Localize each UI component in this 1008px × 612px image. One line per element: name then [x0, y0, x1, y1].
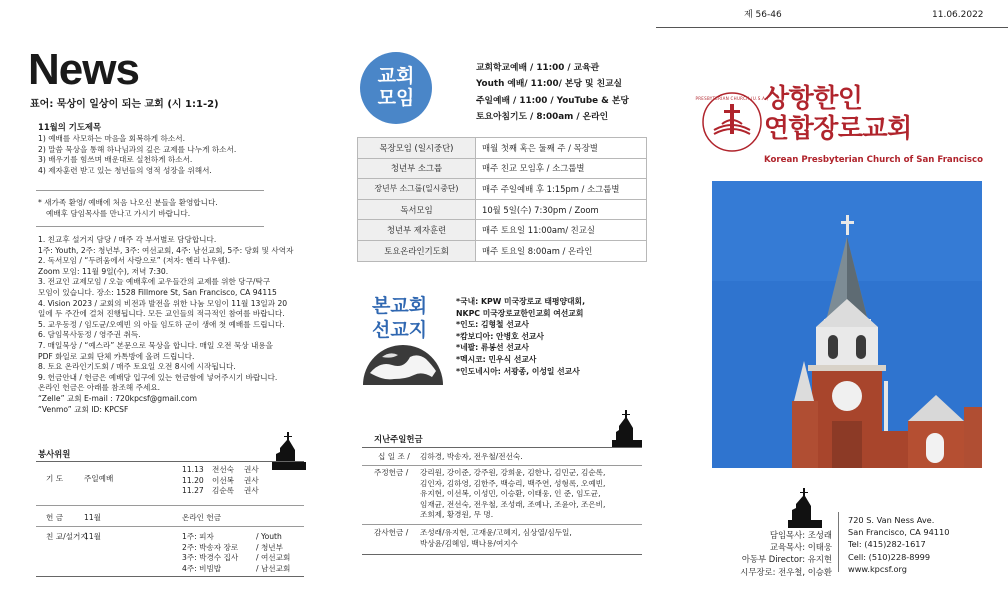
- church-silhouette-icon: [612, 410, 642, 448]
- offering-line: 조성래/유지현, 고재윤/고혜지, 심상열/심두일,: [420, 528, 572, 537]
- prayer-item: 2) 말씀 묵상을 통해 하나님과의 깊은 교제를 나누게 하소서.: [38, 144, 237, 154]
- welcome-line: 예배후 담임목사를 만나고 가시기 바랍니다.: [46, 208, 191, 218]
- table-row: [358, 158, 647, 179]
- missionary-item: *캄보디아: 안병호 선교사: [456, 331, 544, 341]
- missionary-item: *인도네시아: 서광종, 이성일 선교사: [456, 366, 580, 376]
- service-time: 주일예배 / 11:00 / YouTube & 본당: [476, 95, 629, 106]
- prayer-list: [38, 134, 236, 176]
- announcement-item: 5. 교우동정 / 임도균/오예빈 의 아들 임도하 군이 생애 첫 예배를 드립니다.: [38, 319, 285, 329]
- church-name-english: Korean Presbyterian Church of San Francisco: [764, 155, 983, 165]
- missionary-item: *인도: 김형철 선교사: [456, 320, 529, 330]
- duty-name: 전선숙: [212, 465, 235, 474]
- announcement-item: 2. 독서모임 / “두려움에서 사랑으로” (저자: 헨리 나우웬).: [38, 256, 231, 266]
- sunday-offering-names: [420, 468, 605, 521]
- thanks-offering-names: [420, 528, 572, 549]
- missionary-title: [372, 294, 427, 342]
- duty-week: 4주: 비빔밥: [182, 563, 222, 573]
- motto: 표어: 묵상이 일상이 되는 교회 (시 1:1-2): [30, 99, 219, 110]
- prayer-item: 3) 배우기를 힘쓰며 배운대로 실천하게 하소서.: [38, 155, 193, 165]
- offering-line: 김인자, 김하영, 김한주, 백승리, 백주연, 성형록, 오예빈,: [420, 478, 606, 488]
- missionary-item: *멕시코: 민우식 선교사: [456, 354, 537, 364]
- meeting-time: 10월 5일(수) 7:30pm / Zoom: [476, 199, 647, 220]
- volunteer-offering-label: 헌 금: [46, 513, 64, 522]
- church-name-line: 연합장로교회: [764, 114, 912, 144]
- meeting-name: 목장모임 (일시중단): [358, 138, 476, 159]
- staff-item: 교육목사: 이태웅: [769, 542, 832, 553]
- address-line: 720 S. Van Ness Ave.: [848, 515, 935, 525]
- missionary-title-line: 본교회: [372, 295, 428, 317]
- table-row: [358, 220, 647, 241]
- announcement-item: 7. 매일묵상 / “예스라” 본문으로 묵상을 합니다. 매일 오전 묵상 내용을: [38, 340, 273, 350]
- announcement-list: [38, 235, 338, 415]
- duty-role: 권사: [244, 465, 259, 474]
- announcement-item: “Zelle” 교회 E-mail : 720kpcsf@gmail.com: [38, 393, 198, 403]
- duty-role: 권사: [244, 475, 259, 485]
- seal-text: PRESBYTERIAN CHURCH (U.S.A.): [695, 96, 769, 101]
- offering-title: 지난주일헌금: [374, 434, 423, 444]
- tithe-names: 김하경, 박송자, 전우철/전선숙.: [420, 452, 523, 461]
- offering-line: 강리원, 강이준, 강주원, 강희윤, 김한나, 김민군, 김순록,: [420, 468, 606, 477]
- duty-date: 11.20: [182, 475, 204, 485]
- duty-group: / 청년부: [256, 542, 283, 552]
- duty-date: 11.13: [182, 465, 204, 474]
- meeting-name: 청년부 제자훈련: [358, 220, 476, 241]
- prayer-item: 1) 예배를 사모하는 마음을 회복하게 하소서.: [38, 134, 185, 143]
- offering-line: 임재균, 전선숙, 전우철, 조성래, 조예나, 조윤아, 조은비,: [420, 499, 606, 509]
- announcement-item: PDF 화일로 교회 단체 카톡방에 올려 드립니다.: [38, 351, 195, 361]
- missionary-title-line: 선교지: [372, 319, 428, 341]
- offering-line: 조희제, 황경원, 무 명.: [420, 510, 494, 520]
- announcement-item: 8. 토요 온라인기도회 / 매주 토요일 오전 8시에 시작됩니다.: [38, 362, 236, 372]
- table-row: [358, 240, 647, 261]
- announcement-item: Zoom 모임: 11월 9일(수), 저녁 7:30.: [38, 266, 169, 276]
- announcement-item: 일에 두 주간에 걸쳐 진행됩니다. 모든 교인들의 적극적인 참여를 바랍니다.: [38, 309, 285, 319]
- meeting-time: 매주 토요일 8:00am / 온라인: [476, 240, 647, 261]
- welcome-line: * 새가족 환영/ 예배에 처음 나오신 분들을 환영합니다.: [38, 198, 218, 207]
- announcement-item: “Venmo” 교회 ID: KPCSF: [38, 404, 129, 414]
- church-photo: [712, 181, 982, 468]
- table-row: [358, 199, 647, 220]
- staff-item: 아동부 Director: 유지현: [741, 554, 832, 565]
- church-name-line: 상항한인: [764, 84, 863, 114]
- prayer-title: 11월의 기도제목: [38, 122, 102, 132]
- issue-date: 11.06.2022: [932, 10, 984, 20]
- duty-week: 3주: 박경수 집사: [182, 553, 239, 563]
- church-silhouette-icon: [272, 432, 306, 470]
- meeting-schedule-table: [357, 137, 647, 262]
- volunteers-title: 봉사위원: [38, 449, 71, 459]
- duty-week: 2주: 박송자 장로: [182, 542, 239, 552]
- welcome-note: [38, 198, 218, 219]
- service-time: 토요아침기도 / 8:00am / 온라인: [476, 111, 609, 122]
- cell-number: Cell: (510)228-8999: [848, 551, 931, 562]
- announcement-item: 온라인 헌금은 아래를 참조해 주세요.: [38, 383, 161, 393]
- staff-item: 담임목사: 조성래: [769, 530, 832, 540]
- duty-name: 이선복: [212, 475, 235, 485]
- address-line: San Francisco, CA 94110: [848, 527, 950, 538]
- volunteer-offering-month: 11월: [84, 513, 101, 522]
- thanks-offering-label: 감사헌금 /: [374, 528, 409, 537]
- announcement-item: 9. 헌금안내 / 헌금은 예배당 입구에 있는 헌금함에 넣어주시기 바랍니다.: [38, 372, 278, 382]
- website-link[interactable]: www.kpcsf.org: [848, 563, 907, 574]
- announcement-item: 3. 전교인 교제모임 / 오늘 예배후에 교우들간의 교제를 위한 당구/탁구: [38, 277, 271, 287]
- duty-group: / 여선교회: [256, 553, 291, 563]
- badge-line: 모임: [377, 87, 415, 109]
- offering-line: 박상윤/김혜임, 백나용/여지수: [420, 538, 518, 548]
- meetings-badge: [360, 52, 432, 124]
- issue-number: 제 56-46: [744, 10, 782, 20]
- announcement-item: 6. 담임목사동정 / 영주권 취득.: [38, 330, 141, 340]
- announcement-item: 4. Vision 2023 / 교회의 비전과 발전을 위한 나눔 모임이 11월 13일과 20: [38, 298, 288, 308]
- missionary-item: *국내: KPW 미국장로교 태평양대회,: [456, 297, 586, 306]
- duty-date: 11.27: [182, 486, 204, 496]
- meeting-name: 토요온라인기도회: [358, 240, 476, 261]
- offering-line: 유지현, 이선복, 이성민, 이승환, 이태웅, 인 준, 임도균,: [420, 489, 601, 499]
- service-time: 교회학교예배 / 11:00 / 교육관: [476, 63, 600, 73]
- prayer-item: 4) 제자훈련 받고 있는 청년들의 영적 성장을 위해서.: [38, 165, 212, 175]
- badge-line: 교회: [377, 65, 415, 87]
- missionary-list: [456, 296, 585, 377]
- duty-role: 권사: [244, 486, 259, 496]
- globe-icon: [362, 343, 444, 385]
- service-times: [476, 60, 629, 125]
- phone-number: Tel: (415)282-1617: [848, 539, 926, 550]
- pcusa-seal-logo: [695, 90, 769, 154]
- volunteer-prayer-label: 기 도: [46, 474, 64, 483]
- news-title: News: [28, 45, 139, 94]
- volunteer-prayer-rows: [182, 465, 259, 497]
- meeting-time: 매주 토요일 11:00am/ 친교실: [476, 220, 647, 241]
- tithe-label: 십 일 조 /: [378, 452, 410, 461]
- meeting-name: 장년부 소그룹(일시중단): [358, 179, 476, 200]
- church-silhouette-icon: [788, 488, 822, 528]
- announcement-item: 1. 친교후 설거지 담당 / 매주 각 부서별로 담당합니다.: [38, 235, 217, 244]
- staff-item: 시무장로: 전우철, 이승환: [740, 566, 832, 577]
- table-row: [358, 138, 647, 159]
- table-row: [358, 179, 647, 200]
- service-time: Youth 예배/ 11:00/ 본당 및 친교실: [476, 79, 623, 90]
- contact-info: [848, 514, 949, 575]
- announcement-item: 모임이 있습니다. 장소: 1528 Fillmore St, San Francisco, CA 94115: [38, 287, 277, 297]
- meeting-name: 청년부 소그룹: [358, 158, 476, 179]
- volunteer-fellowship-label: 친 교/설거지: [46, 532, 88, 541]
- meeting-time: 매주 주일예배 후 1:15pm / 소그룹별: [476, 179, 647, 200]
- announcement-item: 1주: Youth, 2주: 청년부, 3주: 여선교회, 4주: 남선교회, 5주: 당회 및 사역자: [38, 245, 294, 255]
- duty-group: / 남선교회: [256, 563, 291, 573]
- duty-name: 김순록: [212, 486, 235, 496]
- duty-week: 1주: 피자: [182, 532, 214, 541]
- meeting-time: 매주 친교 모임후 / 소그룹별: [476, 158, 647, 179]
- missionary-item: *네팔: 류봉선 선교사: [456, 343, 529, 353]
- meeting-name: 독서모임: [358, 199, 476, 220]
- volunteer-fellowship-month: 11월: [84, 532, 101, 541]
- church-name-korean: [764, 84, 912, 144]
- volunteer-prayer-service: 주일예배: [84, 474, 114, 483]
- sunday-offering-label: 주정헌금 /: [374, 468, 409, 477]
- volunteer-fellowship-rows: [182, 532, 290, 574]
- missionary-item: NKPC 미국장로교한인교회 여선교회: [456, 308, 584, 318]
- meeting-time: 매월 첫째 혹은 둘째 주 / 목장별: [476, 138, 647, 159]
- duty-group: / Youth: [256, 532, 282, 541]
- staff-list: [720, 529, 832, 578]
- volunteer-offering-note: 온라인 헌금: [182, 513, 222, 522]
